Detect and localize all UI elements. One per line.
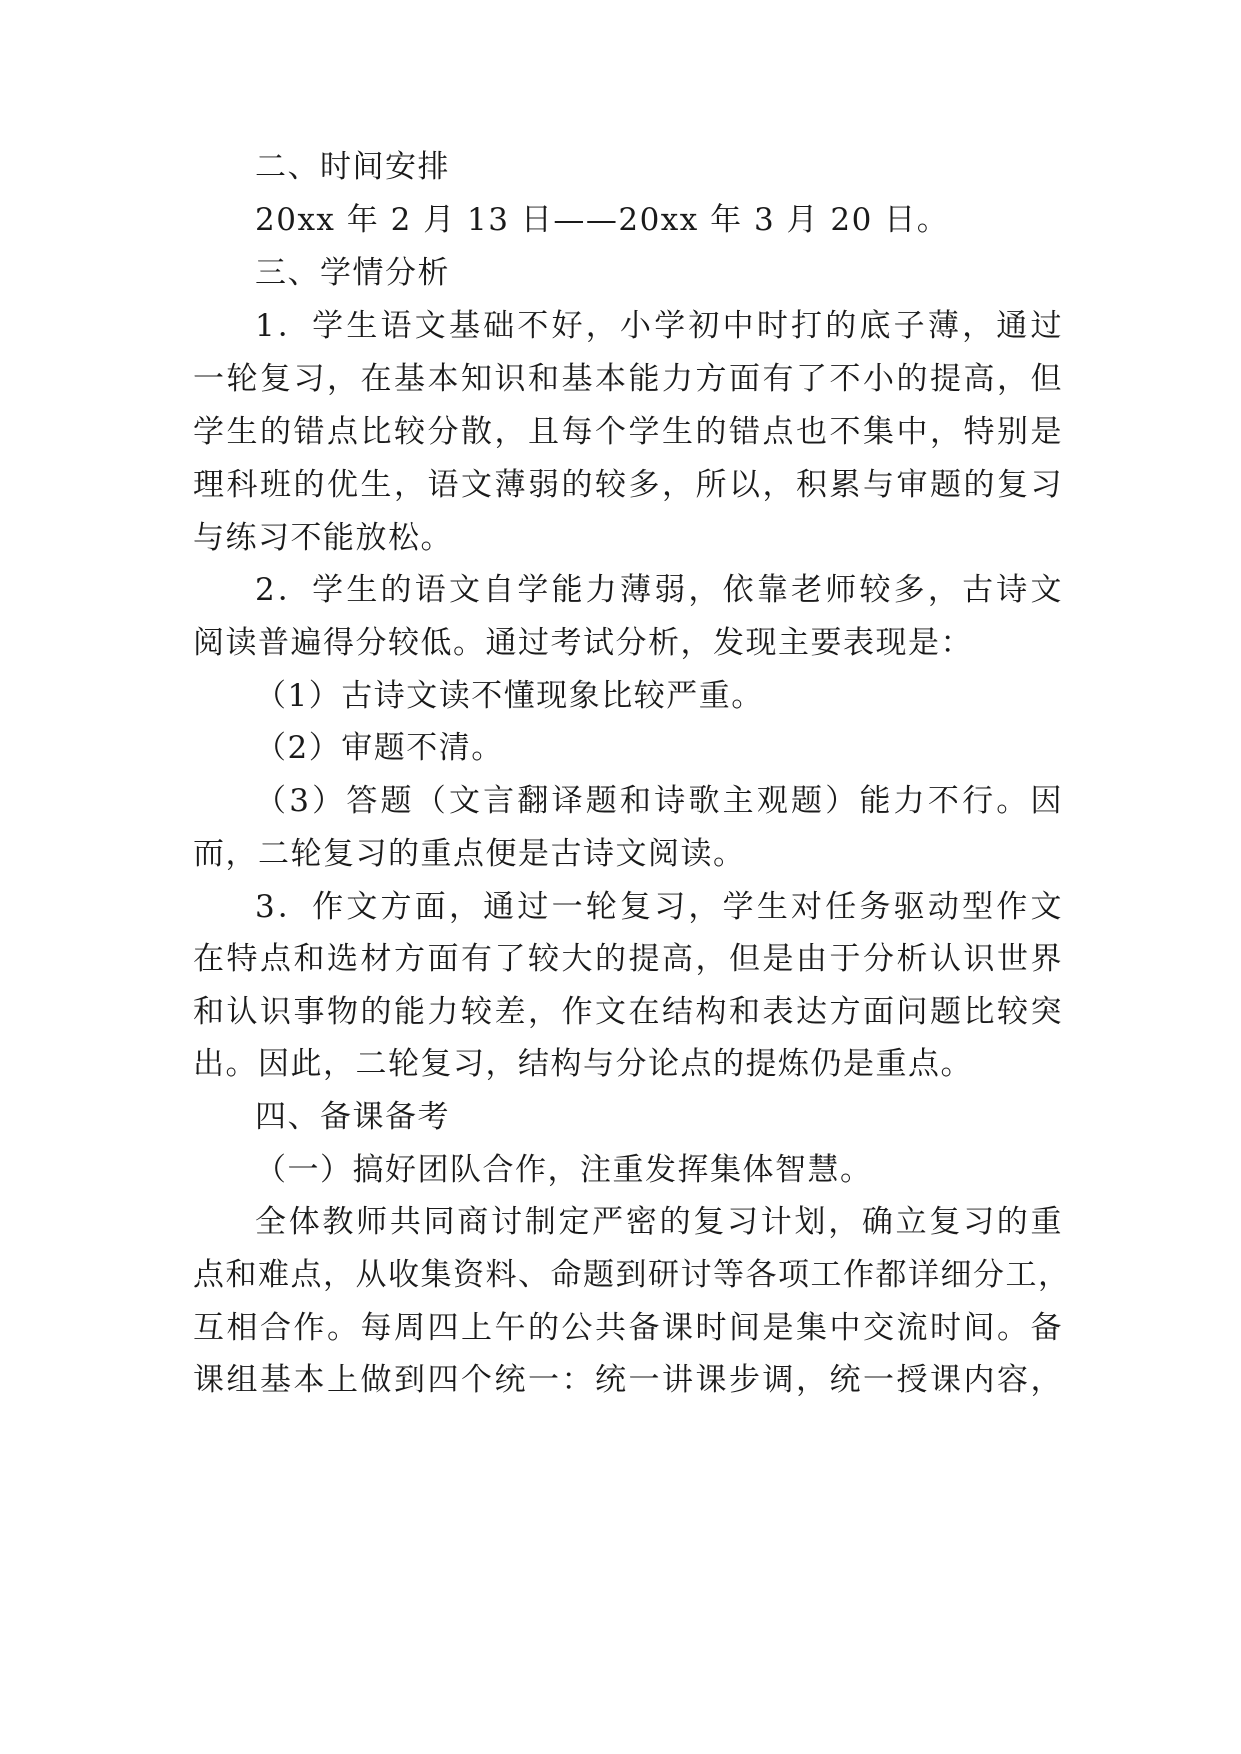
list-item: （2）审题不清。: [255, 730, 504, 766]
paragraph-line: 而，二轮复习的重点便是古诗文阅读。: [193, 836, 746, 872]
paragraph-line: 3．作文方面，通过一轮复习，学生对任务驱动型作文: [255, 889, 1063, 925]
paragraph-line: 与练习不能放松。: [193, 520, 453, 556]
paragraph-line: 1．学生语文基础不好，小学初中时打的底子薄，通过: [255, 308, 1063, 344]
section-heading-preparation: 四、备课备考: [255, 1099, 450, 1135]
paragraph-line: 阅读普遍得分较低。通过考试分析，发现主要表现是：: [193, 625, 973, 661]
paragraph-line: 点和难点，从收集资料、命题到研讨等各项工作都详细分工，: [193, 1257, 1071, 1293]
paragraph-line: 理科班的优生，语文薄弱的较多，所以，积累与审题的复习: [193, 467, 1063, 503]
paragraph-line: 在特点和选材方面有了较大的提高，但是由于分析认识世界: [193, 941, 1063, 977]
paragraph-line: 一轮复习，在基本知识和基本能力方面有了不小的提高，但: [193, 361, 1063, 397]
paragraph-line: 课组基本上做到四个统一：统一讲课步调，统一授课内容，: [193, 1362, 1063, 1398]
paragraph-line: 全体教师共同商讨制定严密的复习计划，确立复习的重: [255, 1204, 1063, 1240]
paragraph-line: 2．学生的语文自学能力薄弱，依靠老师较多，古诗文: [255, 572, 1063, 608]
paragraph-line: 互相合作。每周四上午的公共备课时间是集中交流时间。备: [193, 1310, 1063, 1346]
paragraph-line: 和认识事物的能力较差，作文在结构和表达方面问题比较突: [193, 994, 1063, 1030]
list-item: （3）答题（文言翻译题和诗歌主观题）能力不行。因: [255, 783, 1063, 819]
subsection-heading: （一）搞好团队合作，注重发挥集体智慧。: [255, 1152, 873, 1188]
paragraph-line: 学生的错点比较分散，且每个学生的错点也不集中，特别是: [193, 414, 1063, 450]
time-range-text: 20xx 年 2 月 13 日——20xx 年 3 月 20 日。: [255, 202, 950, 238]
section-heading-time: 二、时间安排: [255, 149, 450, 185]
section-heading-analysis: 三、学情分析: [255, 255, 450, 291]
paragraph-line: 出。因此，二轮复习，结构与分论点的提炼仍是重点。: [193, 1046, 973, 1082]
list-item: （1）古诗文读不懂现象比较严重。: [255, 678, 764, 714]
